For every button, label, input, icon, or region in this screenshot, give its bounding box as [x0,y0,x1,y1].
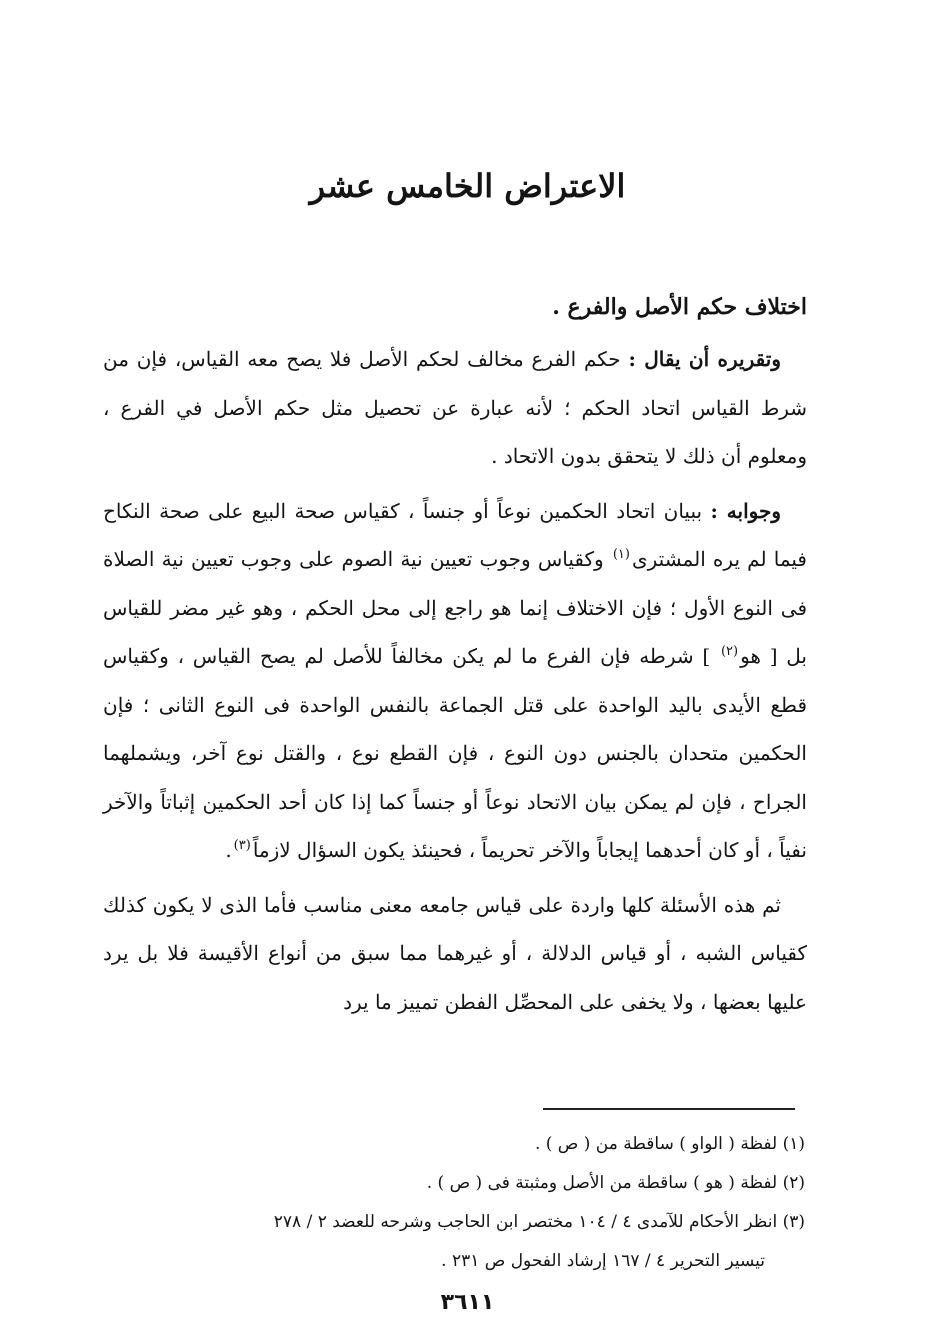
footnote-3-continuation: تيسير التحرير ٤ / ١٦٧ إرشاد الفحول ص ٢٣١ . [441,1251,765,1271]
paragraph-2-lead: وجوابه : [710,498,782,523]
footnotes [90,1125,805,1281]
paragraph-2 [103,487,807,875]
body-text [103,283,807,1032]
footnote-1: (١) لفظة ( الواو ) ساقطة من ( ص ) . [534,1134,805,1154]
paragraph-1 [103,335,807,481]
section-heading: اختلاف حكم الأصل والفرع . [552,294,807,320]
footnote-ref-1[interactable]: (١) [612,547,630,563]
paragraph-2-end: . [225,838,232,862]
footnote-divider [543,1108,795,1110]
paragraph-2-text-b: وكقياس وجوب تعيين نية الصوم على وجوب تعيين نية الصلاة فى النوع الأول ؛ فإن الاختلاف إنما هو راجع إلى محل الحكم ، وهو غير مضر للقياس بل [ هو [103,547,807,668]
paragraph-1-text: حكم الفرع مخالف لحكم الأصل فلا يصح معه القياس، فإن من شرط القياس اتحاد الحكم ؛ لأنه عبارة عن تحصيل مثل حكم الأصل في الفرع ، ومعلوم أن ذلك لا يتحقق بدون الاتحاد . [103,347,807,468]
paragraph-3-text: ثم هذه الأسئلة كلها واردة على قياس جامعه معنى مناسب فأما الذى لا يكون كذلك كقياس الشبه ، أو قياس الدلالة ، أو غيرهما مما سبق من أنواع الأقيسة فلا بل يرد عليها بعضها ، ولا يخفى على المحصِّل الفطن تمييز ما يرد [103,892,807,1014]
footnote-3: (٣) انظر الأحكام للآمدى ٤ / ١٠٤ مختصر ابن الحاجب وشرحه للعضد ٢ / ٢٧٨ [273,1212,805,1232]
paragraph-3 [103,881,807,1027]
page-number: ٣٦١١ [440,1290,495,1315]
footnote-2: (٢) لفظة ( هو ) ساقطة من الأصل ومثبتة فى ( ص ) . [426,1173,805,1193]
paragraph-1-lead: وتقريره أن يقال : [628,347,782,371]
footnote-ref-2[interactable]: (٢) [720,644,739,660]
paragraph-2-text-c: ] شرطه فإن الفرع ما لم يكن مخالفاً للأصل لم يصح القياس ، وكقياس قطع الأيدى باليد الواحدة على قتل الجماعة بالنفس الواحدة فى النوع الثانى ؛ فإن الحكمين متحدان بالجنس دون النوع ، فإن القطع نوع ، والقتل نوع آخر، ويشملهما الجراح ، فإن لم يمكن بيان الاتحاد نوعاً أو جنساً كما إذا كان أحد الحكمين إثباتاً والآخر نفياً ، أو كان أحدهما إيجاباً والآخر تحريماً ، فحينئذ يكون السؤال لازماً [103,644,807,862]
chapter-title: الاعتراض الخامس عشر [309,167,626,205]
footnote-ref-3[interactable]: (٣) [233,838,251,854]
paragraph-2-text-a: ببيان اتحاد الحكمين نوعاً أو جنساً ، كقياس صحة البيع على صحة النكاح فيما لم يره المشترى [103,498,807,571]
